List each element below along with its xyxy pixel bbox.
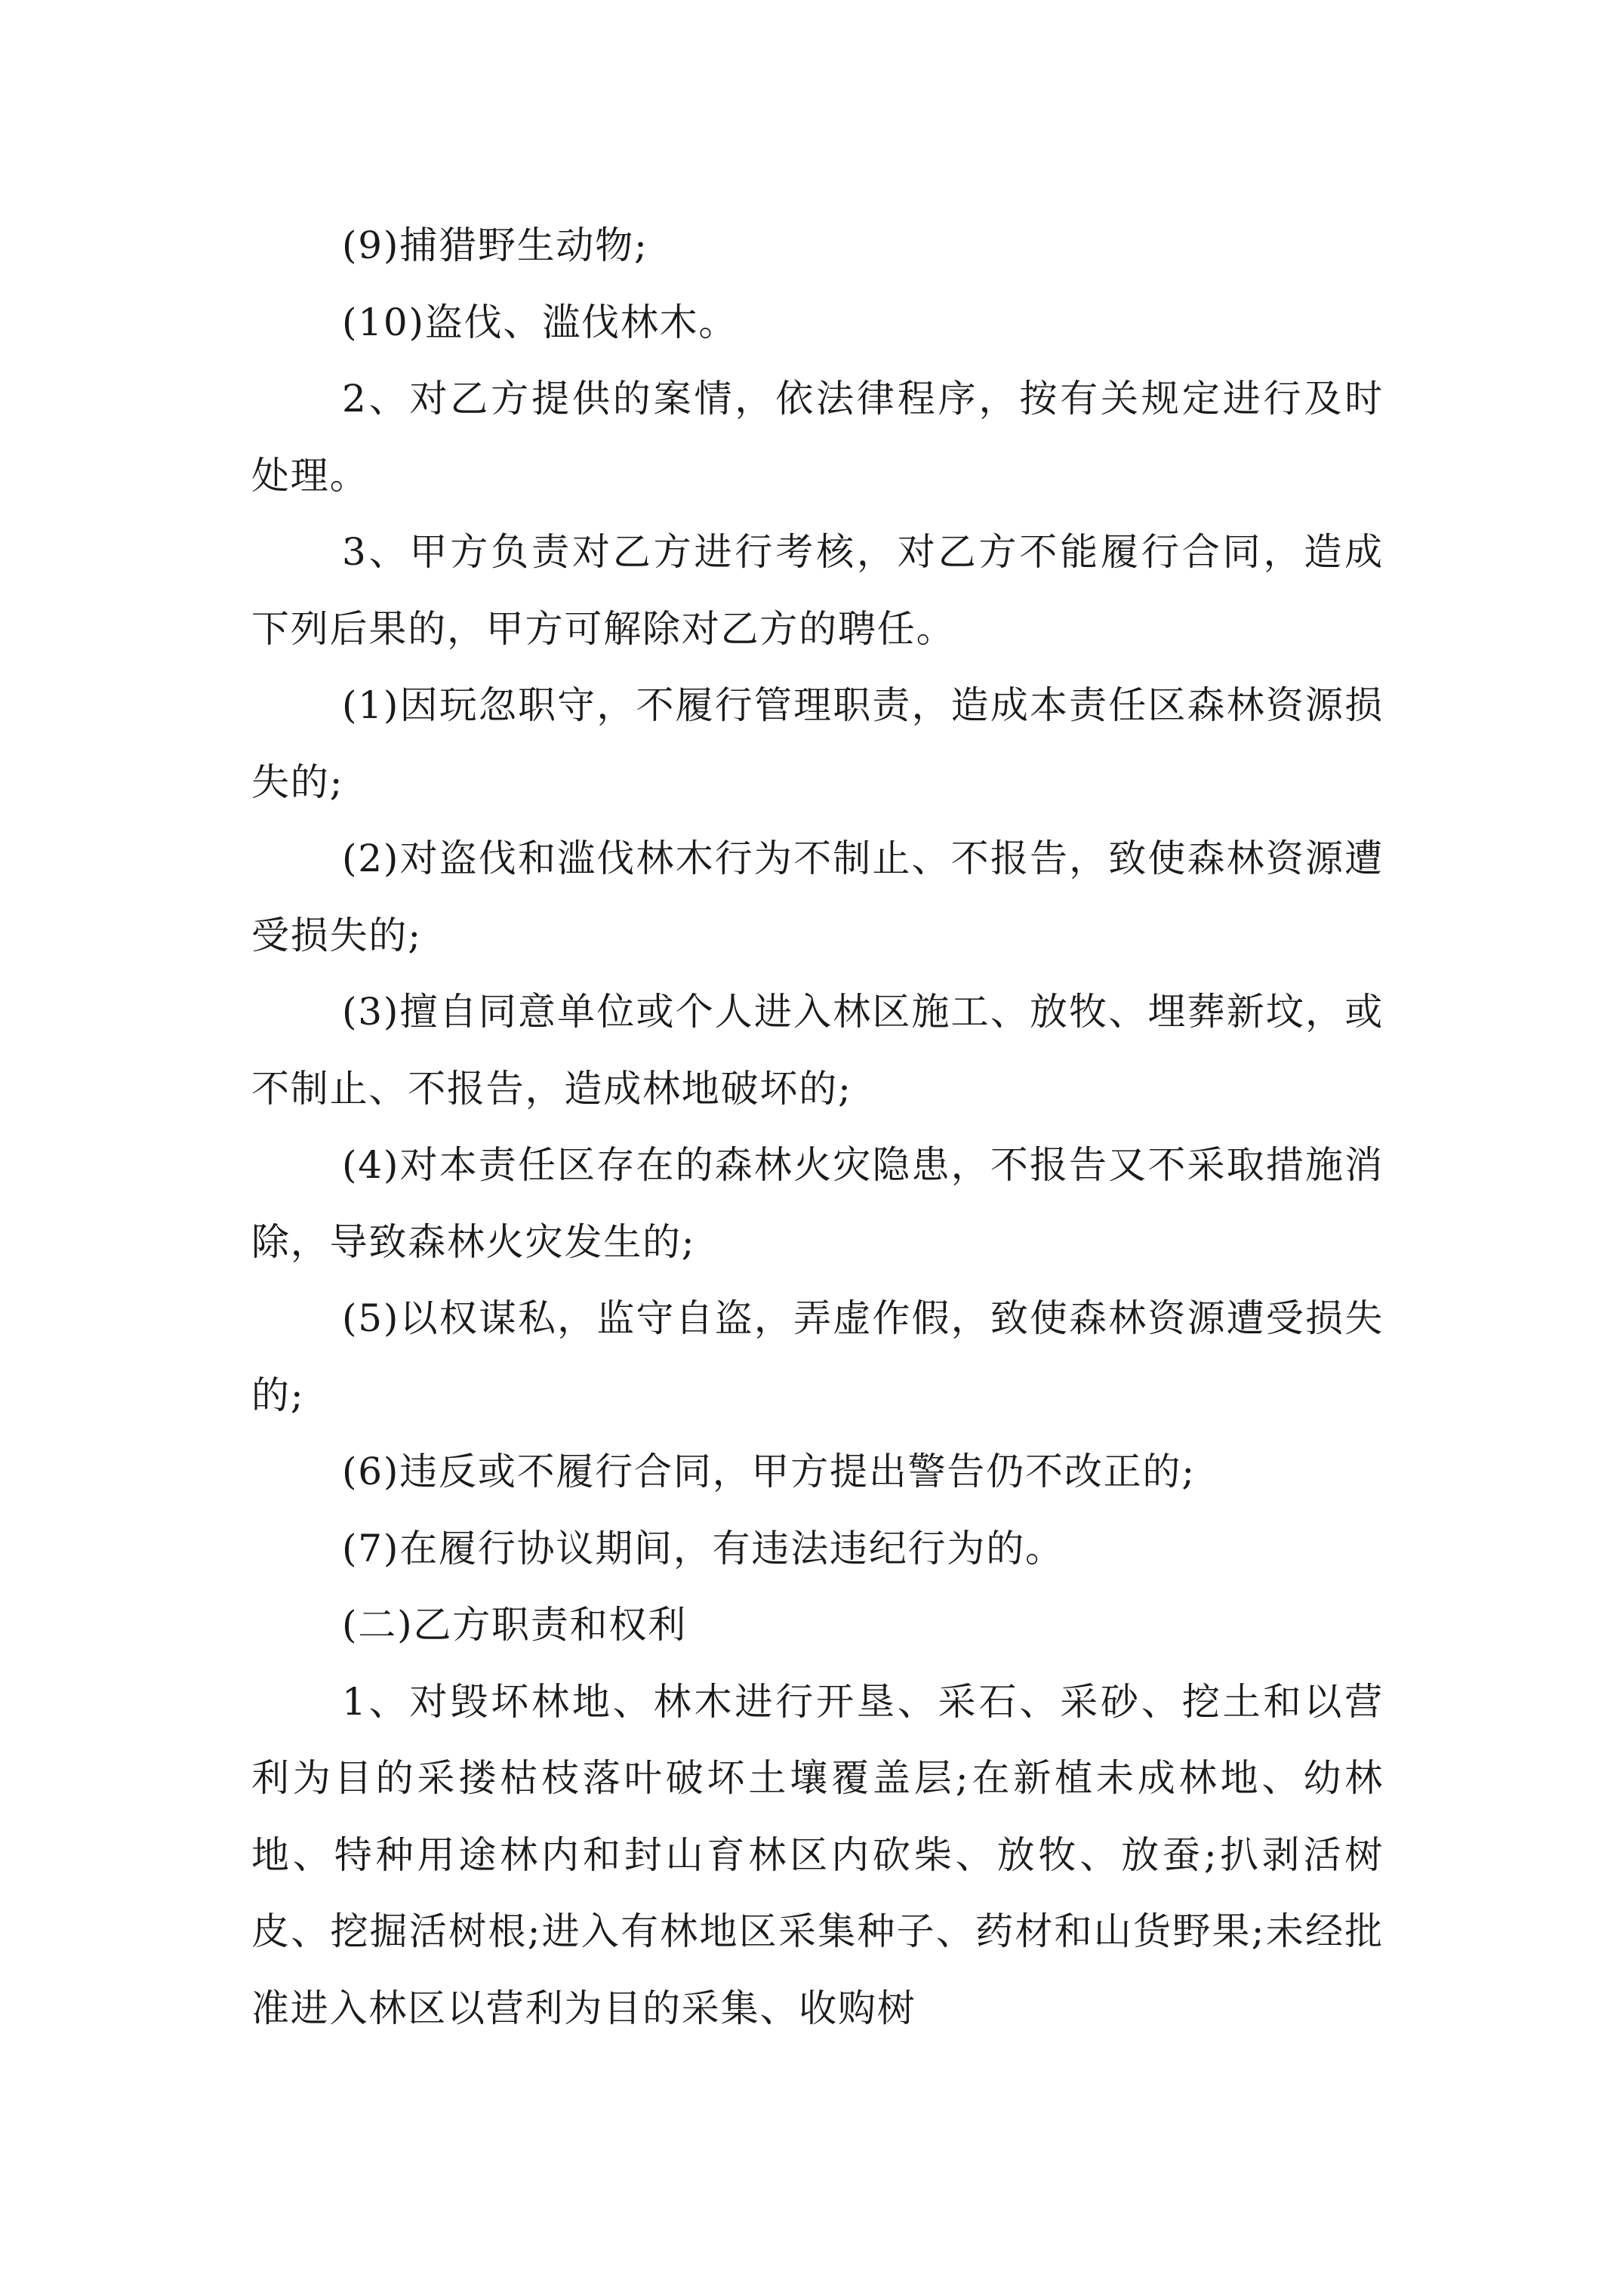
paragraph-item-5: (5)以权谋私，监守自盗，弄虚作假，致使森林资源遭受损失的; (251, 1296, 1384, 1417)
paragraph-clause-3: 3、甲方负责对乙方进行考核，对乙方不能履行合同，造成下列后果的，甲方可解除对乙方的聘任。 (251, 530, 1384, 651)
paragraph-item-9: (9)捕猎野生动物; (342, 223, 648, 267)
document-body (251, 208, 1384, 2047)
paragraph-party-b-clause-1: 1、对毁坏林地、林木进行开垦、采石、采砂、挖土和以营利为目的采搂枯枝落叶破坏土壤覆盖层;在新植未成林地、幼林地、特种用途林内和封山育林区内砍柴、放牧、放蚕;扒剥活树皮、挖掘活树根;进入有林地区采集种子、药材和山货野果;未经批准进入林区以营利为目的采集、收购树 (251, 1679, 1384, 2030)
paragraph-item-6: (6)违反或不履行合同，甲方提出警告仍不改正的; (342, 1450, 1196, 1493)
section-heading: (二)乙方职责和权利 (342, 1603, 688, 1647)
paragraph-item-4: (4)对本责任区存在的森林火灾隐患，不报告又不采取措施消除，导致森林火灾发生的; (251, 1143, 1384, 1264)
paragraph-item-2: (2)对盗伐和滥伐林木行为不制止、不报告，致使森林资源遭受损失的; (251, 837, 1384, 957)
paragraph-item-10: (10)盗伐、滥伐林木。 (342, 300, 738, 344)
paragraph-item-3: (3)擅自同意单位或个人进入林区施工、放牧、埋葬新坟，或不制止、不报告，造成林地破坏的; (251, 990, 1384, 1111)
paragraph-item-7: (7)在履行协议期间，有违法违纪行为的。 (342, 1526, 1064, 1570)
paragraph-item-1: (1)因玩忽职守，不履行管理职责，造成本责任区森林资源损失的; (251, 683, 1384, 804)
paragraph-clause-2: 2、对乙方提供的案情，依法律程序，按有关规定进行及时处理。 (251, 377, 1384, 498)
